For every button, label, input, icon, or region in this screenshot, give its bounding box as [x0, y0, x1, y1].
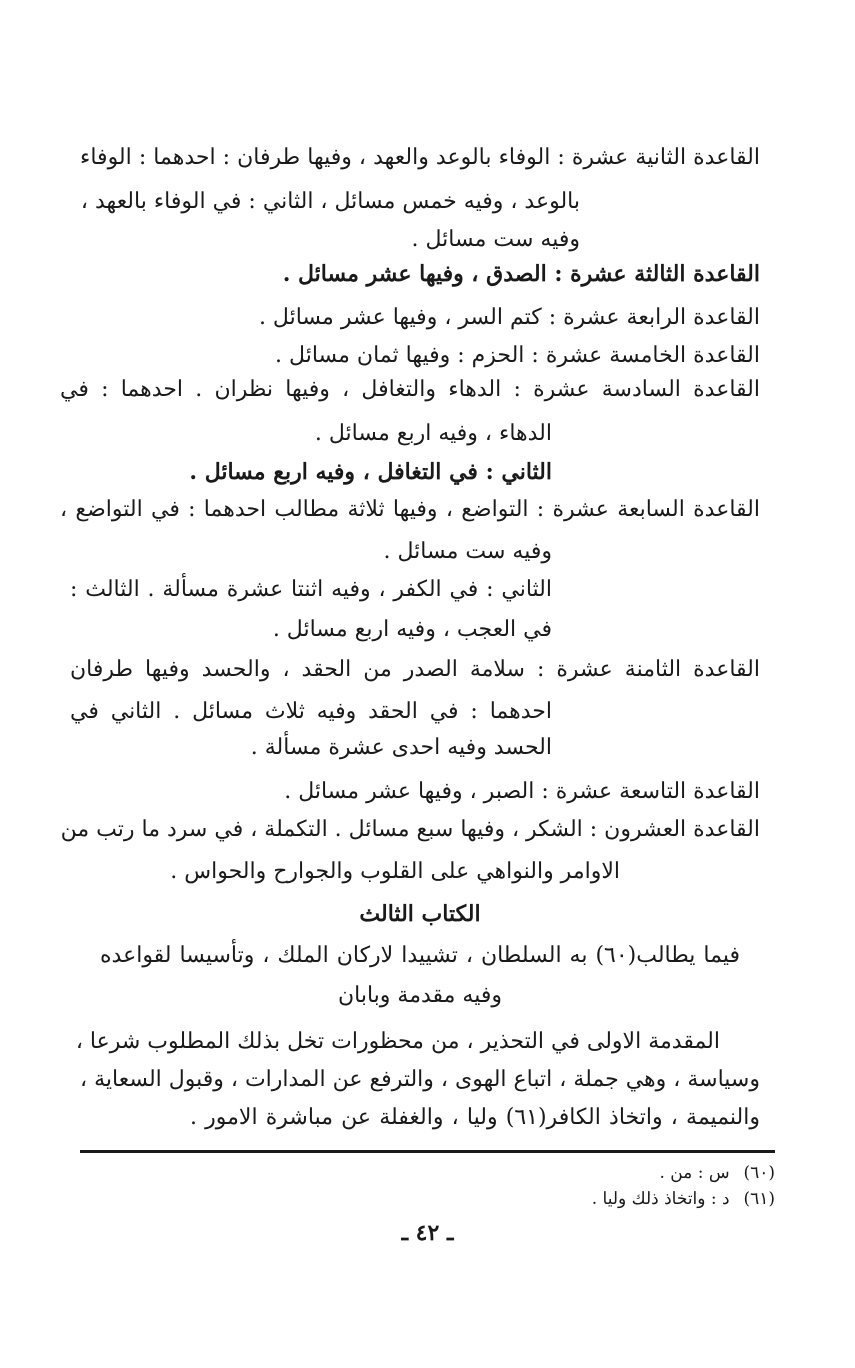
text-line: الحسد وفيه احدى عشرة مسألة .: [250, 735, 552, 760]
text-line: وفيه مقدمة وبابان: [337, 983, 503, 1008]
text-line: بالوعد ، وفيه خمس مسائل ، الثاني : في الوفاء بالعهد ،: [80, 189, 580, 214]
text-line: الثاني : في التغافل ، وفيه اربع مسائل .: [189, 459, 552, 485]
footnote-number: (٦٠): [743, 1163, 775, 1183]
text-line: القاعدة السادسة عشرة : الدهاء والتغافل ، وفيها نظران . احدهما : في: [60, 377, 760, 402]
footnote: [400, 1160, 775, 1186]
text-line: القاعدة الثانية عشرة : الوفاء بالوعد والعهد ، وفيها طرفان : احدهما : الوفاء: [80, 145, 760, 170]
text-line: في العجب ، وفيه اربع مسائل .: [272, 617, 552, 642]
text-line: احدهما : في الحقد وفيه ثلاث مسائل . الثاني في: [70, 699, 552, 724]
footnote-number: (٦١): [743, 1189, 775, 1209]
text-line: الثاني : في الكفر ، وفيه اثنتا عشرة مسألة . الثالث :: [70, 577, 552, 602]
text-line: وفيه ست مسائل .: [411, 227, 580, 252]
page-number: ـ ٤٢ ـ: [401, 1220, 454, 1246]
text-line: القاعدة العشرون : الشكر ، وفيها سبع مسائل . التكملة ، في سرد ما رتب من: [60, 817, 760, 842]
text-line: الدهاء ، وفيه اربع مسائل .: [314, 421, 552, 446]
text-line: القاعدة السابعة عشرة : التواضع ، وفيها ثلاثة مطالب احدهما : في التواضع ،: [60, 497, 760, 522]
footnote-text: س : من .: [659, 1163, 730, 1183]
footnote-text: د : واتخاذ ذلك وليا .: [591, 1189, 730, 1209]
text-line: وفيه ست مسائل .: [383, 539, 552, 564]
text-line: المقدمة الاولى في التحذير ، من محظورات تخل بذلك المطلوب شرعا ،: [75, 1029, 720, 1054]
text-line: الاوامر والنواهي على القلوب والجوارح والحواس .: [170, 859, 620, 884]
text-line: القاعدة التاسعة عشرة : الصبر ، وفيها عشر مسائل .: [284, 779, 760, 804]
text-line: والنميمة ، واتخاذ الكافر(٦١) وليا ، والغفلة عن مباشرة الامور .: [190, 1105, 760, 1130]
footnote: [400, 1186, 775, 1212]
footnote-separator: [80, 1150, 775, 1153]
text-line: القاعدة الرابعة عشرة : كتم السر ، وفيها عشر مسائل .: [258, 305, 760, 330]
section-title: الكتاب الثالث: [359, 901, 481, 927]
text-line: القاعدة الثالثة عشرة : الصدق ، وفيها عشر مسائل .: [282, 261, 760, 287]
text-line: فيما يطالب(٦٠) به السلطان ، تشييدا لاركان الملك ، وتأسيسا لقواعده: [100, 943, 740, 968]
text-line: القاعدة الخامسة عشرة : الحزم : وفيها ثمان مسائل .: [275, 343, 760, 368]
text-line: وسياسة ، وهي جملة ، اتباع الهوى ، والترفع عن المدارات ، وقبول السعاية ،: [79, 1067, 760, 1092]
text-line: القاعدة الثامنة عشرة : سلامة الصدر من الحقد ، والحسد وفيها طرفان: [70, 657, 760, 682]
